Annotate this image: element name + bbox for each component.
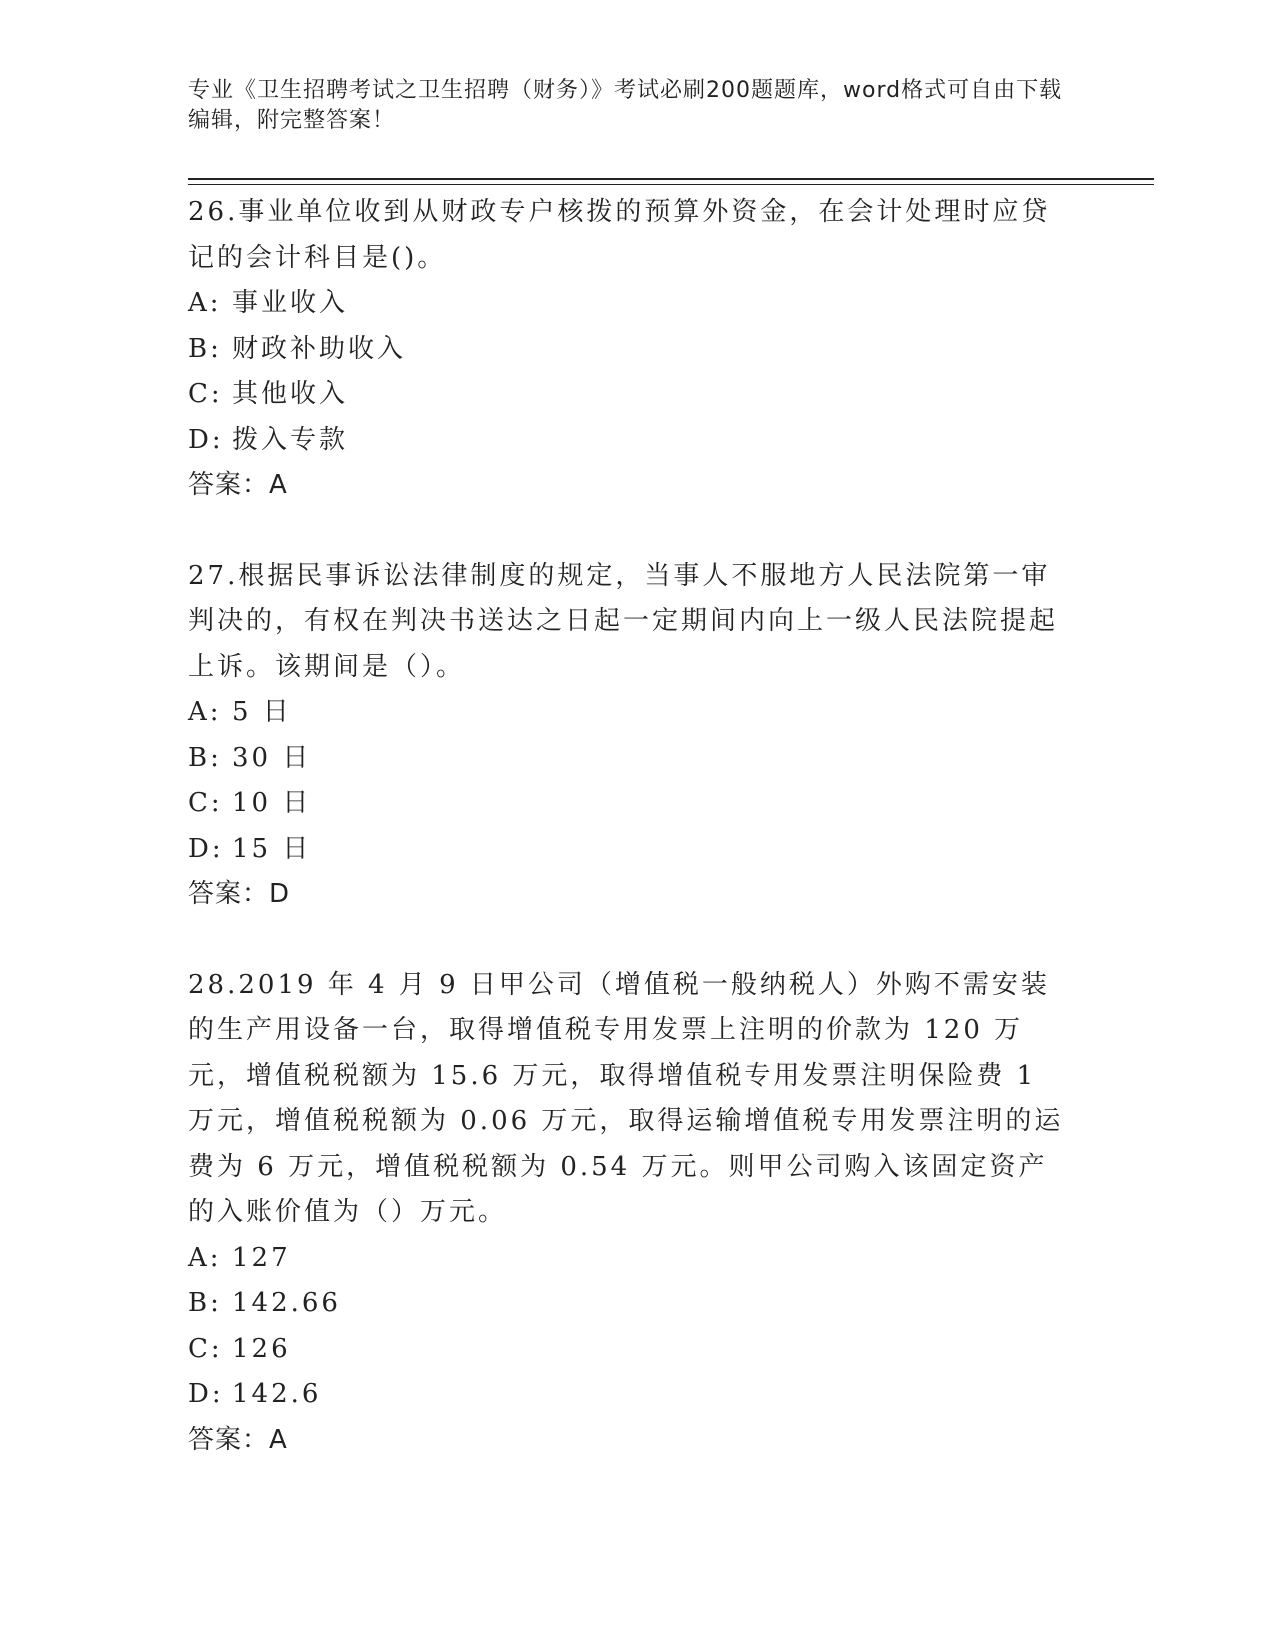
option-c (188, 372, 1088, 418)
option-letter: C: (188, 379, 223, 409)
answer-line (188, 463, 1088, 509)
option-d (188, 827, 1088, 873)
answer-label: 答案： (188, 879, 270, 909)
answer-label: 答案： (188, 1424, 270, 1455)
option-text: 126 (232, 1333, 291, 1364)
option-text: 财政补助收入 (232, 333, 407, 364)
question-stem (188, 554, 1070, 691)
option-letter: A: (188, 288, 222, 318)
option-letter: B: (188, 333, 222, 364)
option-text: 127 (232, 1242, 291, 1273)
option-text: 142.6 (232, 1379, 322, 1409)
header-divider-thin (188, 184, 1154, 185)
question-spacer (188, 918, 1088, 963)
option-text: 5 日 (232, 697, 292, 727)
option-text: 30 日 (232, 742, 312, 773)
question-text: 根据民事诉讼法律制度的规定，当事人不服地方人民法院第一审判决的，有权在判决书送达之日起一定期间内向上一级人民法院提起上诉。该期间是（）。 (188, 560, 1059, 682)
option-text: 拨入专款 (232, 424, 349, 455)
question-text: 2019 年 4 月 9 日甲公司（增值税一般纳税人）外购不需安装的生产用设备一台，取得增值税专用发票上注明的价款为 120 万元，增值税税额为 15.6 万元，取得增值税专用发票注明保险费 1 万元，增值税税额为 0.06 万元，取得运输增值税专用发票注明的运费为 6 万元，增值税税额为 0.54 万元。则甲公司购入该固定资产的入账价值为（）万元。 (188, 969, 1064, 1227)
option-letter: C: (188, 788, 223, 818)
answer-line (188, 872, 1088, 918)
question-spacer (188, 509, 1088, 554)
answer-line (188, 1418, 1088, 1464)
question-stem (188, 190, 1070, 281)
option-list (188, 281, 1088, 463)
answer-label: 答案： (188, 470, 270, 500)
question-list (188, 190, 1088, 1463)
answer-value: A (269, 470, 288, 500)
question-number: 28. (188, 969, 239, 1000)
option-letter: A: (188, 697, 222, 727)
option-a (188, 690, 1088, 736)
header-divider-thick (188, 178, 1154, 180)
option-letter: D: (188, 1379, 224, 1409)
option-letter: D: (188, 424, 224, 455)
option-letter: D: (188, 833, 224, 864)
option-letter: B: (188, 1288, 222, 1318)
option-b (188, 736, 1088, 782)
option-letter: B: (188, 742, 222, 773)
option-letter: A: (188, 1242, 222, 1273)
option-text: 事业收入 (232, 288, 349, 318)
option-list (188, 690, 1088, 872)
option-a (188, 281, 1088, 327)
option-c (188, 1327, 1088, 1373)
answer-value: D (269, 879, 291, 909)
question-27 (188, 554, 1088, 918)
option-d (188, 1372, 1088, 1418)
option-a (188, 1236, 1088, 1282)
question-number: 27. (188, 560, 239, 591)
option-text: 其他收入 (232, 379, 349, 409)
option-b (188, 327, 1088, 373)
answer-value: A (269, 1424, 288, 1455)
question-26 (188, 190, 1088, 509)
option-c (188, 781, 1088, 827)
option-text: 142.66 (232, 1288, 341, 1318)
question-stem (188, 963, 1070, 1236)
option-text: 15 日 (232, 833, 312, 864)
question-number: 26. (188, 197, 239, 227)
option-d (188, 418, 1088, 464)
option-letter: C: (188, 1333, 223, 1364)
question-28 (188, 963, 1088, 1464)
document-header (188, 76, 1068, 136)
option-b (188, 1281, 1088, 1327)
header-text: 专业《卫生招聘考试之卫生招聘（财务）》考试必刷200题题库，word格式可自由下载编辑，附完整答案！ (188, 78, 1063, 133)
option-list (188, 1236, 1088, 1418)
question-text: 事业单位收到从财政专户核拨的预算外资金，在会计处理时应贷记的会计科目是()。 (188, 197, 1051, 273)
option-text: 10 日 (232, 788, 312, 818)
